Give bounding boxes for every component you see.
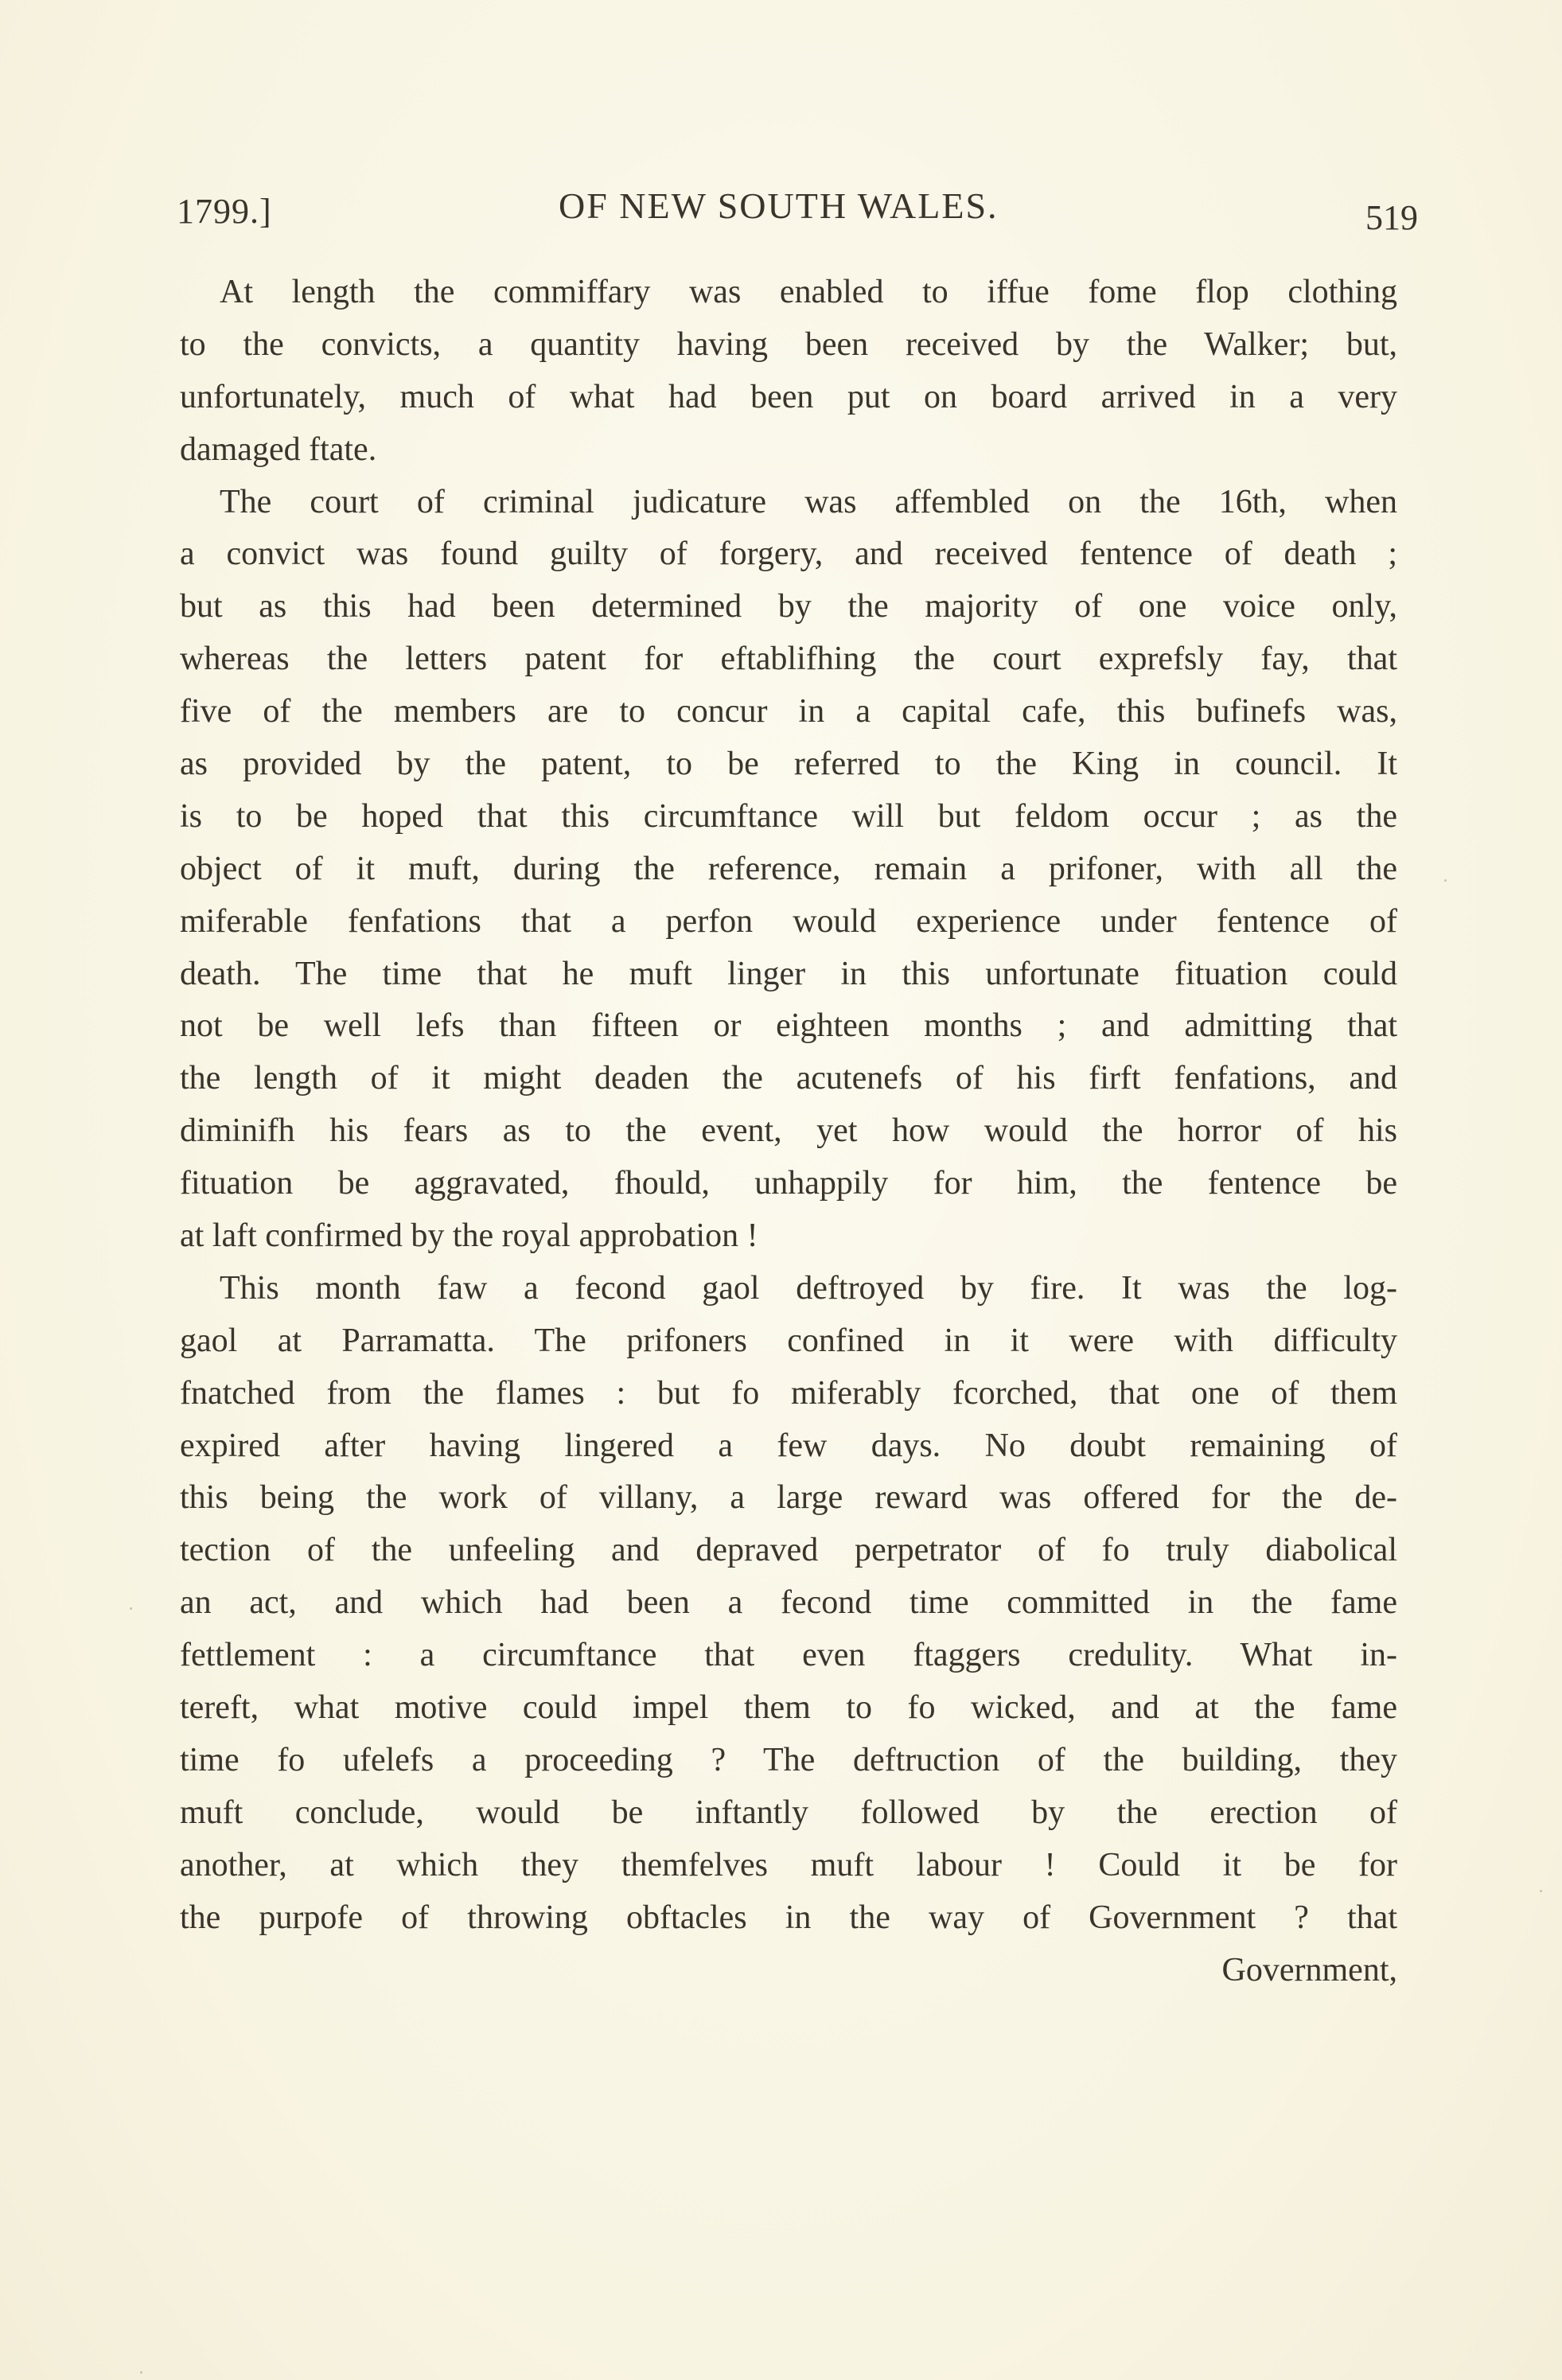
text-line: five of the members are to concur in a capital cafe, this bufinefs was, <box>180 693 1397 730</box>
text-line: gaol at Parramatta. The prifoners confined in it were with difficulty <box>180 1322 1397 1359</box>
text-line: at laft confirmed by the royal approbation ! <box>180 1217 758 1255</box>
page-number: 519 <box>1365 198 1418 237</box>
text-line: expired after having lingered a few days. No doubt remaining of <box>180 1427 1397 1464</box>
text-line: diminifh his fears as to the event, yet how would the horror of his <box>180 1112 1397 1150</box>
text-line: is to be hoped that this circumftance will but feldom occur ; as the <box>180 797 1397 835</box>
text-line: to the convicts, a quantity having been received by the Walker; but, <box>180 325 1397 363</box>
header-title: OF NEW SOUTH WALES. <box>559 185 999 226</box>
text-line: tection of the unfeeling and depraved perpetrator of fo truly diabolical <box>180 1532 1397 1569</box>
text-line: tereft, what motive could impel them to fo wicked, and at the fame <box>180 1689 1397 1727</box>
text-line: object of it muft, during the reference, remain a prifoner, with all the <box>180 850 1397 887</box>
running-head <box>177 185 1418 240</box>
text-line: fnatched from the flames : but fo miferably fcorched, that one of them <box>180 1374 1397 1412</box>
text-line: fettlement : a circumftance that even ftaggers credulity. What in- <box>180 1637 1397 1674</box>
text-line: Government, <box>1221 1951 1397 1989</box>
text-line: whereas the letters patent for eftablifhing the court exprefsly fay, that <box>180 641 1397 678</box>
paper-speck <box>1540 1890 1542 1892</box>
text-line: fituation be aggravated, fhould, unhappily for him, the fentence be <box>180 1165 1397 1202</box>
text-line: this being the work of villany, a large reward was offered for the de- <box>180 1479 1397 1517</box>
text-line: the purpofe of throwing obftacles in the way of Government ? that <box>180 1899 1397 1936</box>
text-line: damaged ftate. <box>180 430 377 468</box>
body-text <box>180 267 1397 1996</box>
paper-speck <box>130 1607 132 1610</box>
paper-speck <box>1444 879 1447 882</box>
text-line: time fo ufelefs a proceeding ? The deftruction of the building, they <box>180 1741 1397 1778</box>
text-line: as provided by the patent, to be referred to the King in council. It <box>180 746 1397 783</box>
text-line: another, at which they themfelves muft labour ! Could it be for <box>180 1846 1397 1883</box>
text-line: death. The time that he muft linger in this unfortunate fituation could <box>180 955 1397 992</box>
text-line: but as this had been determined by the majority of one voice only, <box>180 588 1397 625</box>
paper-speck <box>140 2371 142 2374</box>
text-line: miferable fenfations that a perfon would experience under fentence of <box>180 902 1397 940</box>
text-line: an act, and which had been a fecond time committed in the fame <box>180 1584 1397 1622</box>
text-line: the length of it might deaden the acutenefs of his firft fenfations, and <box>180 1060 1397 1097</box>
text-line: This month faw a fecond gaol deftroyed by fire. It was the log- <box>220 1269 1397 1307</box>
text-line: At length the commiffary was enabled to iffue fome flop clothing <box>220 274 1397 310</box>
text-line: The court of criminal judicature was affembled on the 16th, when <box>220 483 1397 520</box>
text-line: unfortunately, much of what had been put on board arrived in a very <box>180 378 1397 415</box>
text-line: not be well lefs than fifteen or eighteen months ; and admitting that <box>180 1007 1397 1045</box>
text-line: a convict was found guilty of forgery, and received fentence of death ; <box>180 536 1397 573</box>
header-date: 1799.] <box>177 192 272 231</box>
text-line: muft conclude, would be inftantly followed by the erection of <box>180 1794 1397 1831</box>
